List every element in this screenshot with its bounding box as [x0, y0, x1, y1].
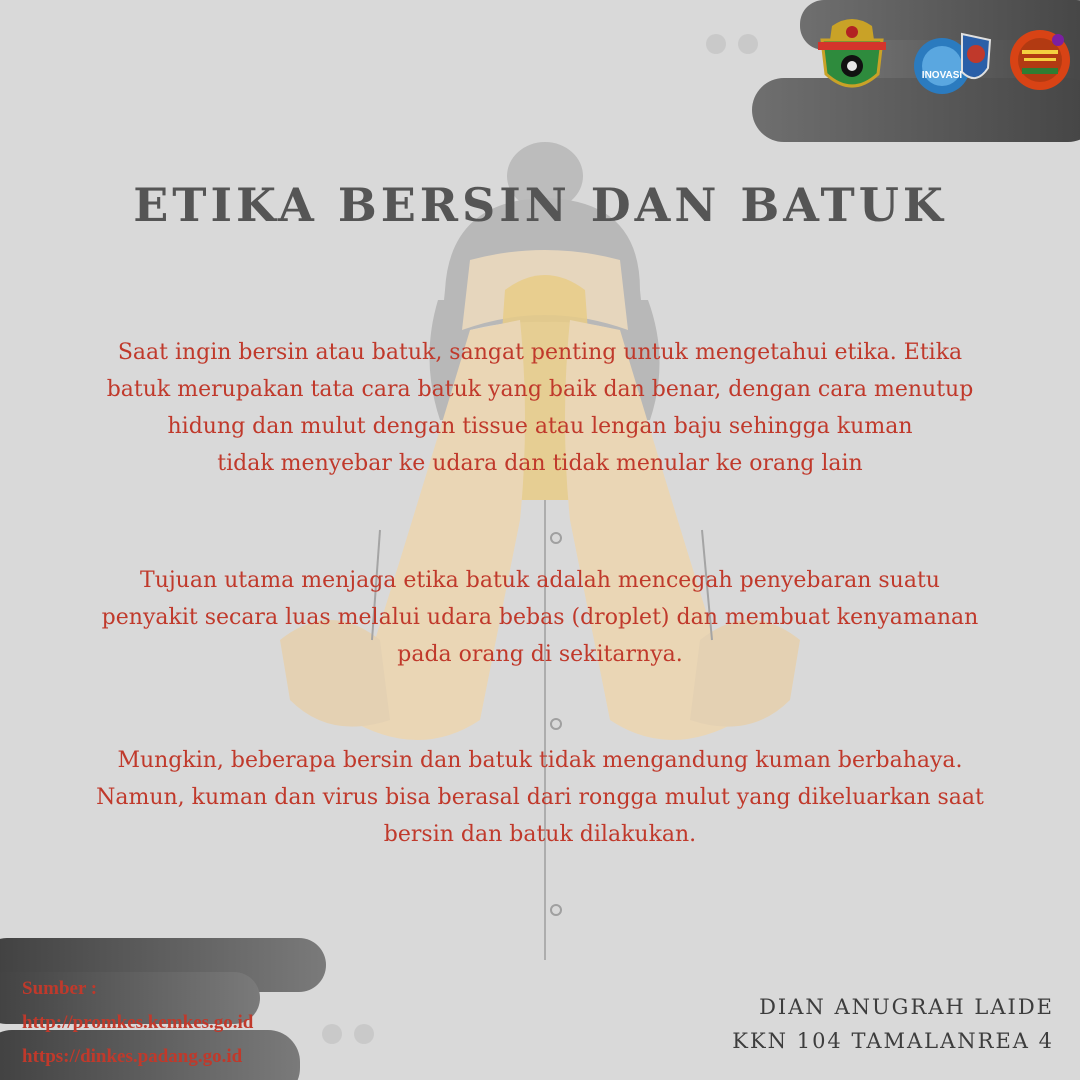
paragraph-line: pada orang di sekitarnya.	[397, 642, 683, 667]
inovasi-logo-text: INOVASI	[921, 70, 963, 81]
sources-block	[22, 972, 253, 1074]
paragraph-line: Saat ingin bersin atau batuk, sangat penting untuk mengetahui etika. Etika	[117, 340, 963, 365]
inovasi-logo-icon	[910, 28, 1004, 98]
author-group: KKN 104 TAMALANREA 4	[732, 1029, 1054, 1053]
paragraph-line: Mungkin, beberapa bersin dan batuk tidak mengandung kuman berbahaya.	[117, 748, 963, 773]
source-link-dinkes[interactable]: https://dinkes.padang.go.id	[22, 1046, 243, 1067]
regional-emblem-icon	[814, 12, 890, 100]
kkn-logo-icon	[1008, 26, 1072, 94]
sources-label: Sumber :	[22, 978, 98, 999]
paragraph-purpose	[70, 562, 1010, 673]
page-title: ETIKA BERSIN DAN BATUK	[133, 178, 947, 232]
paragraph-line: batuk merupakan tata cara batuk yang baik dan benar, dengan cara menutup	[106, 377, 974, 402]
source-link-promkes[interactable]: http://promkes.kemkes.go.id	[22, 1012, 254, 1033]
paragraph-line: Namun, kuman dan virus bisa berasal dari rongga mulut yang dikeluarkan saat	[96, 785, 984, 810]
paragraph-germs	[70, 742, 1010, 853]
paragraph-definition	[70, 334, 1010, 482]
paragraph-line: bersin dan batuk dilakukan.	[383, 822, 697, 847]
paragraph-line: hidung dan mulut dengan tissue atau lengan baju sehingga kuman	[167, 414, 913, 439]
paragraph-line: penyakit secara luas melalui udara bebas (droplet) dan membuat kenyamanan	[101, 605, 979, 630]
paragraph-line: tidak menyebar ke udara dan tidak menular ke orang lain	[217, 451, 863, 476]
author-block	[732, 990, 1054, 1058]
author-name: DIAN ANUGRAH LAIDE	[759, 995, 1054, 1019]
paragraph-line: Tujuan utama menjaga etika batuk adalah mencegah penyebaran suatu	[140, 568, 940, 593]
